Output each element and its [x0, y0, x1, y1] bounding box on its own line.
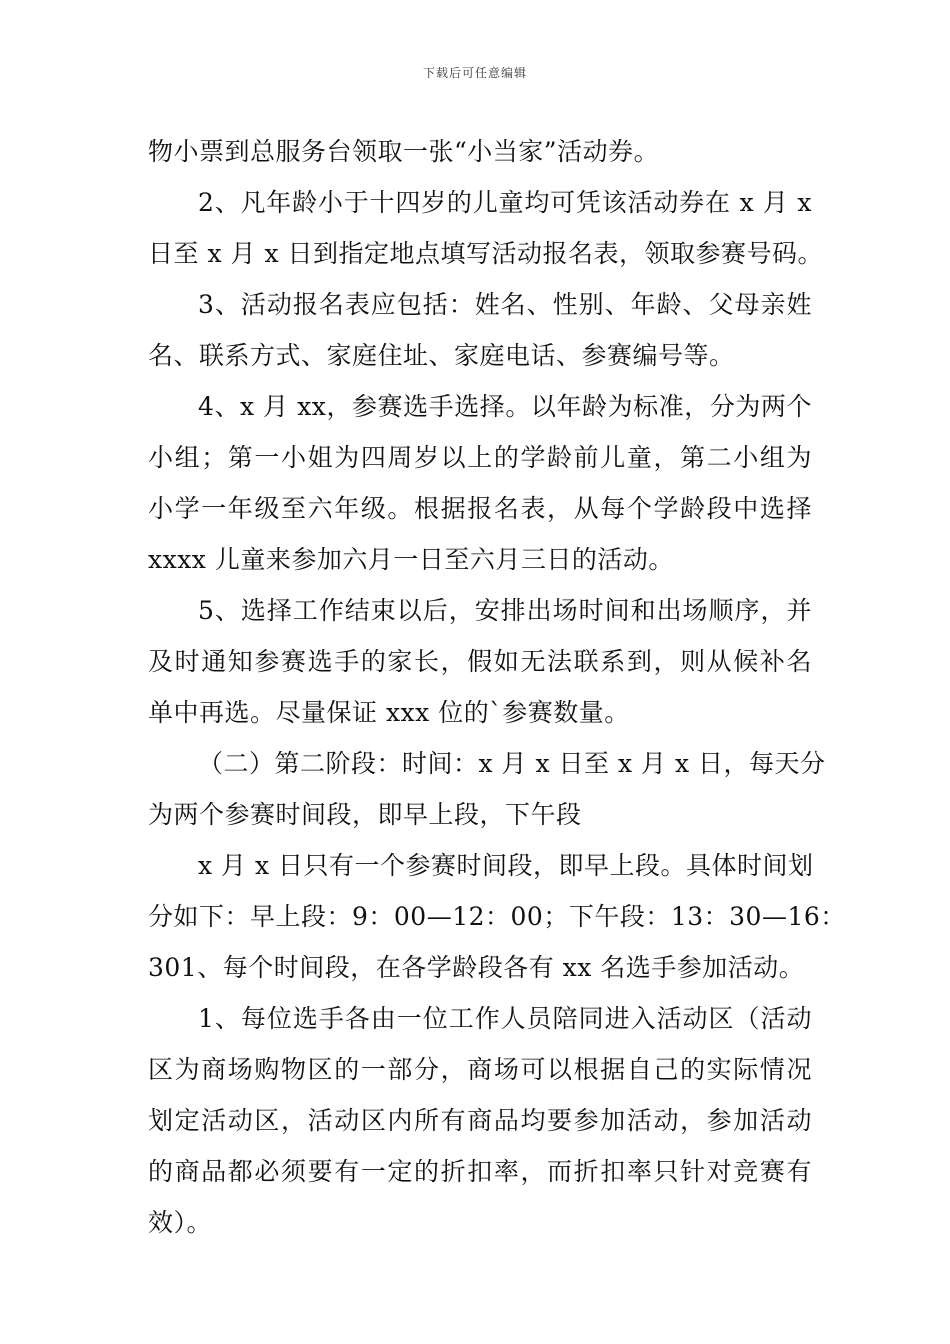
text-line: 名、联系方式、家庭住址、家庭电话、参赛编号等。	[148, 341, 735, 370]
text-line: 小学一年级至六年级。根据报名表，从每个学龄段中选择	[148, 494, 812, 523]
text-line: 301、每个时间段，在各学龄段各有 xx 名选手参加活动。	[148, 953, 805, 982]
text-line: 物小票到总服务台领取一张“小当家”活动券。	[148, 137, 660, 166]
text-line: 为两个参赛时间段，即早上段，下午段	[148, 800, 582, 829]
text-line: 2、凡年龄小于十四岁的儿童均可凭该活动券在 x 月 x	[198, 188, 812, 217]
text-line: 3、活动报名表应包括：姓名、性别、年龄、父母亲姓	[198, 290, 812, 319]
page-header: 下载后可任意编辑	[422, 66, 527, 80]
text-line: 单中再选。尽量保证 xxx 位的`参赛数量。	[148, 698, 630, 727]
text-line: 5、选择工作结束以后，安排出场时间和出场顺序，并	[198, 596, 812, 625]
text-line: 区为商场购物区的一部分，商场可以根据自己的实际情况	[148, 1055, 812, 1084]
text-line: 1、每位选手各由一位工作人员陪同进入活动区（活动	[198, 1004, 812, 1033]
document-body	[148, 126, 846, 1248]
text-line: 效）。	[148, 1208, 213, 1237]
text-line: 的商品都必须要有一定的折扣率，而折扣率只针对竞赛有	[148, 1157, 812, 1186]
text-line: 及时通知参赛选手的家长，假如无法联系到，则从候补名	[148, 647, 812, 676]
text-line: （二）第二阶段：时间：x 月 x 日至 x 月 x 日，每天分	[198, 749, 826, 778]
text-line: 小组；第一小姐为四周岁以上的学龄前儿童，第二小组为	[148, 443, 812, 472]
text-line: x 月 x 日只有一个参赛时间段，即早上段。具体时间划	[198, 851, 814, 880]
text-line: xxxx 儿童来参加六月一日至六月三日的活动。	[148, 545, 674, 574]
text-line: 4、x 月 xx，参赛选手选择。以年龄为标准，分为两个	[198, 392, 812, 421]
text-line: 划定活动区，活动区内所有商品均要参加活动，参加活动	[148, 1106, 812, 1135]
text-line: 分如下：早上段：9：00—12：00；下午段：13：30—16：	[148, 902, 846, 931]
text-line: 日至 x 月 x 日到指定地点填写活动报名表，领取参赛号码。	[148, 239, 823, 268]
